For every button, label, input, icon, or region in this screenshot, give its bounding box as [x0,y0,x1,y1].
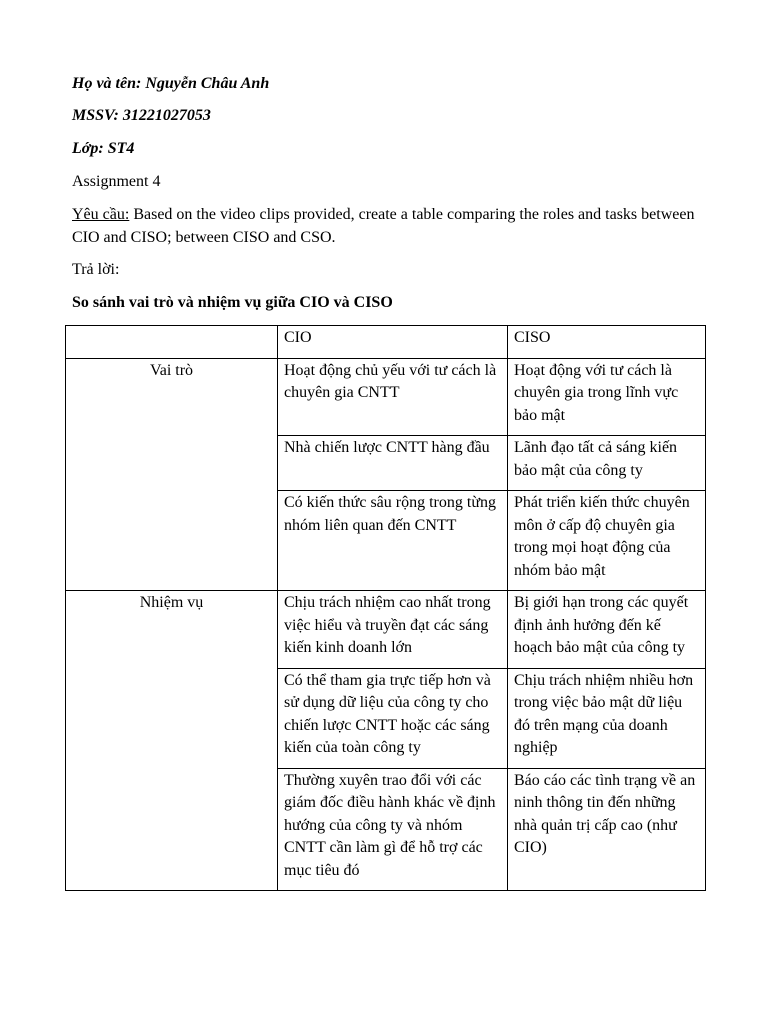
table-header-cell: CIO [278,326,508,359]
answer-label: Trả lời: [72,261,120,278]
comparison-table [65,325,706,891]
student-id: MSSV: 31221027053 [72,107,211,124]
cio-cell: Nhà chiến lược CNTT hàng đầu [278,436,508,491]
table-row [66,591,706,669]
student-class: Lớp: ST4 [72,140,135,157]
requirement-label: Yêu cầu: [72,206,130,223]
section-title: So sánh vai trò và nhiệm vụ giữa CIO và CISO [72,294,393,311]
cio-cell: Thường xuyên trao đổi với các giám đốc điều hành khác về định hướng của công ty và nhóm CNTT cần làm gì để hỗ trợ các mục tiêu đó [278,768,508,891]
ciso-cell: Chịu trách nhiệm nhiều hơn trong việc bảo mật dữ liệu đó trên mạng của doanh nghiệp [508,668,706,768]
cio-cell: Chịu trách nhiệm cao nhất trong việc hiểu và truyền đạt các sáng kiến kinh doanh lớn [278,591,508,669]
ciso-cell: Phát triển kiến thức chuyên môn ở cấp độ chuyên gia trong mọi hoạt động của nhóm bảo mật [508,491,706,591]
cio-cell: Hoạt động chủ yếu với tư cách là chuyên gia CNTT [278,358,508,436]
ciso-cell: Hoạt động với tư cách là chuyên gia trong lĩnh vực bảo mật [508,358,706,436]
student-name: Họ và tên: Nguyễn Châu Anh [72,75,270,92]
group-label-cell: Vai trò [66,358,278,591]
ciso-cell: Lãnh đạo tất cả sáng kiến bảo mật của công ty [508,436,706,491]
table-header-row [66,326,706,359]
requirement-paragraph [72,204,712,249]
cio-cell: Có kiến thức sâu rộng trong từng nhóm liên quan đến CNTT [278,491,508,591]
assignment-title: Assignment 4 [72,173,161,190]
table-header-cell [66,326,278,359]
requirement-text: Based on the video clips provided, create a table comparing the roles and tasks between CIO and CISO; between CISO and CSO. [72,206,695,246]
ciso-cell: Báo cáo các tình trạng về an ninh thông tin đến những nhà quản trị cấp cao (như CIO) [508,768,706,891]
table-header-cell: CISO [508,326,706,359]
table-row [66,358,706,436]
cio-cell: Có thể tham gia trực tiếp hơn và sử dụng dữ liệu của công ty cho chiến lược CNTT hoặc các sáng kiến của toàn công ty [278,668,508,768]
group-label-cell: Nhiệm vụ [66,591,278,891]
ciso-cell: Bị giới hạn trong các quyết định ảnh hưởng đến kế hoạch bảo mật của công ty [508,591,706,669]
